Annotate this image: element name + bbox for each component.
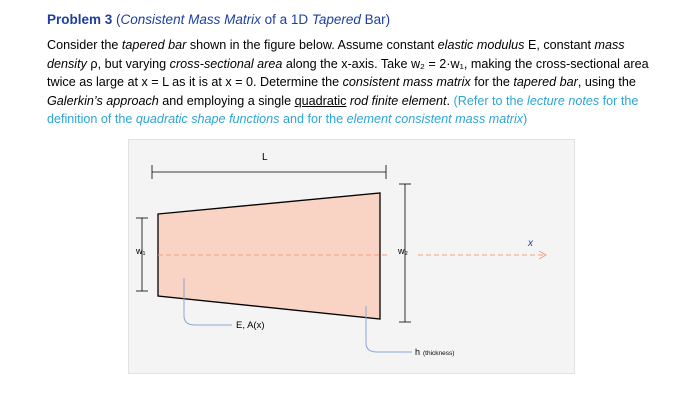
material-label: E, A(x) <box>236 320 265 331</box>
w2-label: w₂ <box>398 246 408 256</box>
problem-statement: Consider the tapered bar shown in the figure below. Assume constant elastic modulus E, constant mass density ρ, but varying cross-sectional area along the x-axis. Take w₂ = 2·w₁, making the cross-sectional area twice as large at x = L as it is at x = 0. Determine the consistent mass matrix for the tapered bar, using the Galerkin’s approach and employing a single quadratic rod finite element. (Refer to the lecture notes for the definition of the quadratic shape functions and for the element consistent mass matrix) <box>47 38 649 127</box>
problem-subject: (Consistent Mass Matrix of a 1D Tapered Bar) <box>116 12 391 27</box>
w1-label: w₁ <box>136 246 146 256</box>
thickness-note: (thickness) <box>423 350 455 357</box>
problem-number: Problem 3 <box>47 12 113 27</box>
thickness-label: h <box>415 347 421 357</box>
x-axis-label: x <box>528 238 533 249</box>
length-label: L <box>262 152 268 163</box>
tapered-bar <box>158 193 380 319</box>
lecture-notes-reference: (Refer to the lecture notes for the definition of the quadratic shape functions and for the element consistent mass matrix) <box>47 93 639 127</box>
length-dimension <box>152 165 386 179</box>
